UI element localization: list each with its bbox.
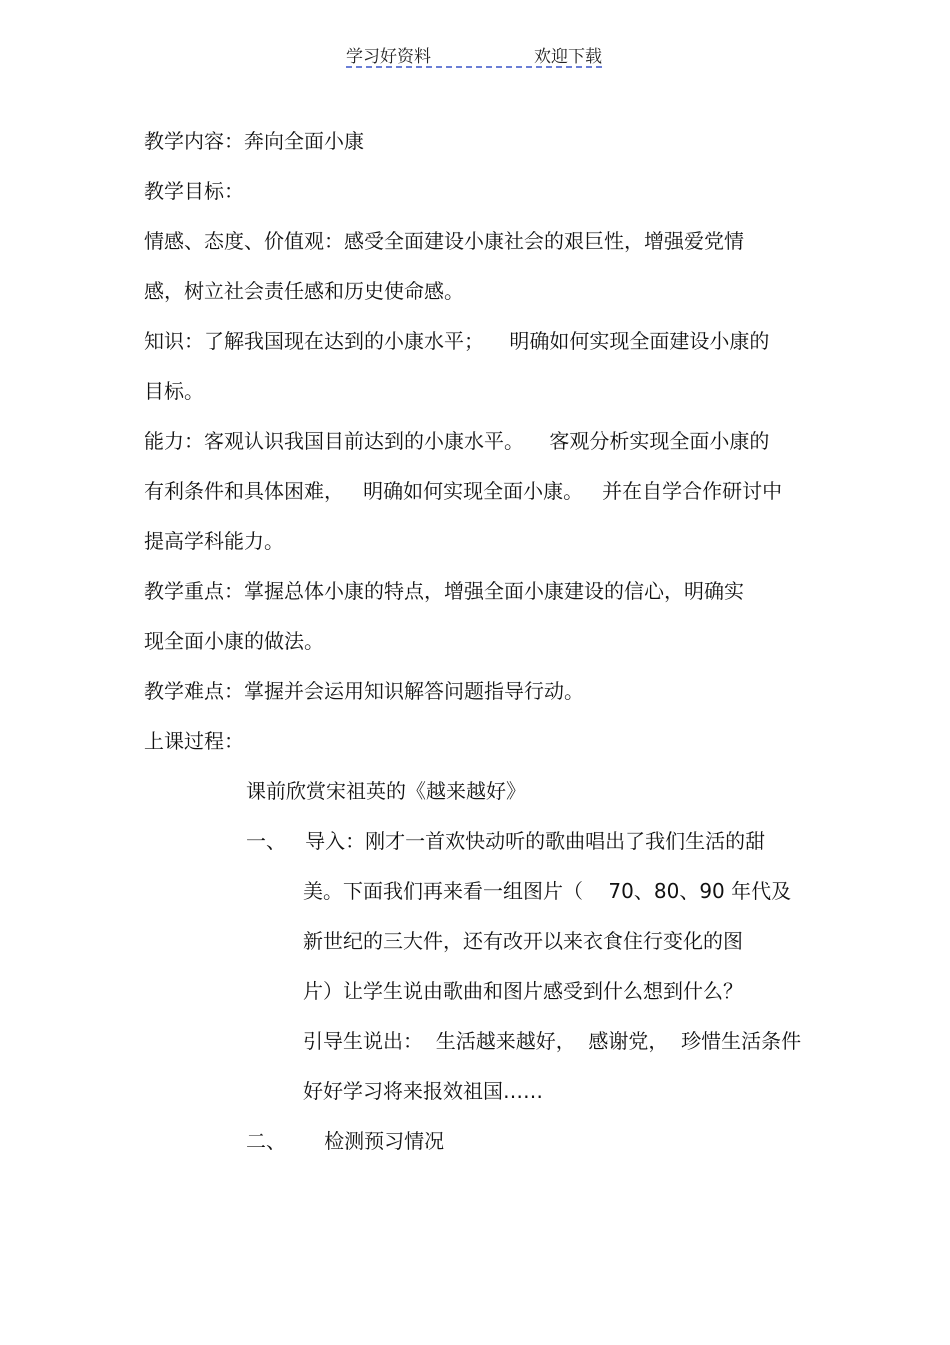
step-1-line-5: 引导生说出： 生活越来越好， 感谢党， 珍惜生活条件 — [303, 1029, 802, 1053]
difficult-point: 教学难点：掌握并会运用知识解答问题指导行动。 — [144, 679, 584, 703]
knowledge-goal-line-2: 目标。 — [144, 379, 204, 403]
step-1-line-2: 美。下面我们再来看一组图片（ 70、80、90 年代及 — [303, 879, 792, 903]
teaching-goal-heading: 教学目标： — [144, 179, 244, 203]
knowledge-goal-line-1: 知识：了解我国现在达到的小康水平； 明确如何实现全面建设小康的 — [144, 329, 770, 353]
emotion-goal-line-1: 情感、态度、价值观：感受全面建设小康社会的艰巨性，增强爱党情 — [144, 229, 744, 253]
key-point-line-1: 教学重点：掌握总体小康的特点，增强全面小康建设的信心，明确实 — [144, 579, 744, 603]
teaching-content: 教学内容：奔向全面小康 — [144, 129, 364, 153]
ability-goal-line-2: 有利条件和具体困难， 明确如何实现全面小康。 并在自学合作研讨中 — [144, 479, 783, 503]
step-2-line-1: 二、 检测预习情况 — [246, 1129, 445, 1153]
key-point-line-2: 现全面小康的做法。 — [144, 629, 324, 653]
class-process-heading: 上课过程： — [144, 729, 244, 753]
emotion-goal-line-2: 感，树立社会责任感和历史使命感。 — [144, 279, 464, 303]
ability-goal-line-1: 能力：客观认识我国目前达到的小康水平。 客观分析实现全面小康的 — [144, 429, 770, 453]
step-1-line-4: 片）让学生说由歌曲和图片感受到什么想到什么？ — [303, 979, 743, 1003]
pre-class-activity: 课前欣赏宋祖英的《越来越好》 — [246, 779, 526, 803]
step-1-line-1: 一、 导入：刚才一首欢快动听的歌曲唱出了我们生活的甜 — [246, 829, 766, 853]
step-1-line-6: 好好学习将来报效祖国…… — [303, 1079, 543, 1103]
page-header — [346, 40, 602, 68]
ability-goal-line-3: 提高学科能力。 — [144, 529, 284, 553]
header-right-text: 欢迎下载 — [534, 47, 602, 67]
header-left-text: 学习好资料 — [346, 47, 431, 67]
step-1-line-3: 新世纪的三大件，还有改开以来衣食住行变化的图 — [303, 929, 743, 953]
